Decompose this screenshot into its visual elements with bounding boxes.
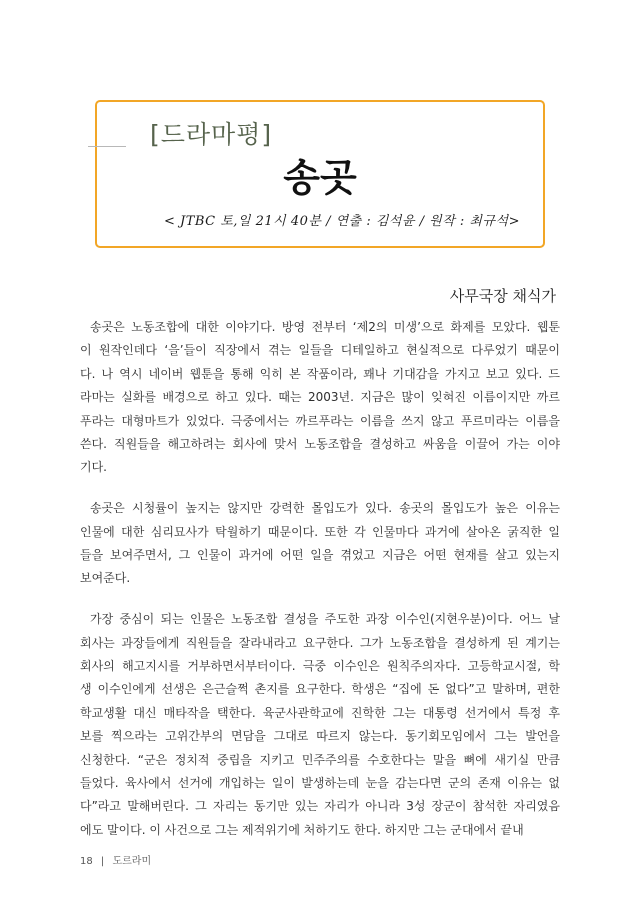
page-number: 18 [80, 856, 93, 867]
text-line: 들을 보여주면서, 그 인물이 과거에 어떤 일을 겪었고 지금은 어떤 현재를 살고 있는지 [80, 548, 560, 563]
text-line: 다. 나 역시 네이버 웹툰을 통해 익히 본 작품이라, 꽤나 기대감을 가지고 보고 있다. 드 [80, 366, 560, 381]
article-title: 송곳 [283, 156, 357, 200]
text-line: 학교생활 대신 매타작을 택한다. 육군사관학교에 진학한 그는 대통령 선거에서 특정 후 [80, 705, 560, 720]
text-line: 생 이수인에게 선생은 은근슬쩍 촌지를 요구한다. 학생은 “집에 돈 없다”고 말하며, 편한 [80, 682, 560, 697]
text-line: 송곳은 노동조합에 대한 이야기다. 방영 전부터 ‘제2의 미생’으로 화제를 모았다. 웹툰 [90, 320, 560, 334]
text-line: 푸라는 대형마트가 있었다. 극중에서는 까르푸라는 이름을 쓰지 않고 푸르미라는 이름을 [80, 413, 560, 428]
paragraph-3 [80, 608, 560, 842]
paragraph-1 [80, 316, 560, 480]
text-line: 라마는 실화를 배경으로 하고 있다. 때는 2003년. 지금은 많이 잊혀진 이름이지만 까르 [80, 390, 560, 405]
text-line: 에도 말이다. 이 사건으로 그는 제적위기에 처하기도 한다. 하지만 그는 군대에서 끝내 [80, 822, 524, 837]
page-footer [80, 855, 151, 869]
text-line: 쓴다. 직원들을 해고하려는 회사에 맞서 노동조합을 결성하고 싸움을 이끌어 가는 이야 [80, 436, 560, 451]
decorative-line [88, 146, 126, 147]
text-line: 보를 찍으라는 고위간부의 면담을 그대로 따르지 않는다. 동기회모임에서 그는 발언을 [80, 729, 560, 744]
text-line: 들었다. 육사에서 선거에 개입하는 일이 발생하는데 눈을 감는다면 군의 존재 이유는 없 [80, 776, 560, 791]
text-line: 다”라고 말해버린다. 그 자리는 동기만 있는 자리가 아니라 3성 장군이 참석한 자리였음 [80, 799, 560, 814]
text-line: 기다. [80, 460, 107, 475]
text-line: 보여준다. [80, 571, 131, 586]
text-line: 송곳은 시청률이 높지는 않지만 강력한 몰입도가 있다. 송곳의 몰입도가 높은 이유는 [90, 501, 560, 516]
broadcast-info: < JTBC 토,일 21시 40분 / 연출 : 김석윤 / 원작 : 최규석> [163, 214, 520, 229]
footer-separator: | [100, 856, 105, 867]
text-line: 이 원작인데다 ‘을’들이 직장에서 겪는 일들을 디테일하고 현실적으로 다루었기 때문이 [80, 343, 560, 358]
article-author: 사무국장 채식가 [449, 287, 556, 305]
paragraph-2 [80, 497, 560, 591]
publication-name: 도르라미 [112, 856, 152, 867]
text-line: 인물에 대한 심리묘사가 탁월하기 때문이다. 또한 각 인물마다 과거에 살아온 굵직한 일 [80, 524, 560, 539]
text-line: 회사는 과장들에게 직원들을 잘라내라고 요구한다. 그가 노동조합을 결성하게 된 계기는 [80, 635, 560, 650]
article-category: [드라마평] [150, 120, 273, 149]
text-line: 회사의 해고지시를 거부하면서부터이다. 극중 이수인은 원칙주의자다. 고등학교시절, 학 [80, 659, 560, 674]
article-body [80, 316, 560, 860]
text-line: 가장 중심이 되는 인물은 노동조합 결성을 주도한 과장 이수인(지현우분)이다. 어느 날 [90, 612, 560, 627]
text-line: 신청한다. “군은 정치적 중립을 지키고 민주주의를 수호한다는 말을 뼈에 새기실 만큼 [80, 752, 560, 767]
